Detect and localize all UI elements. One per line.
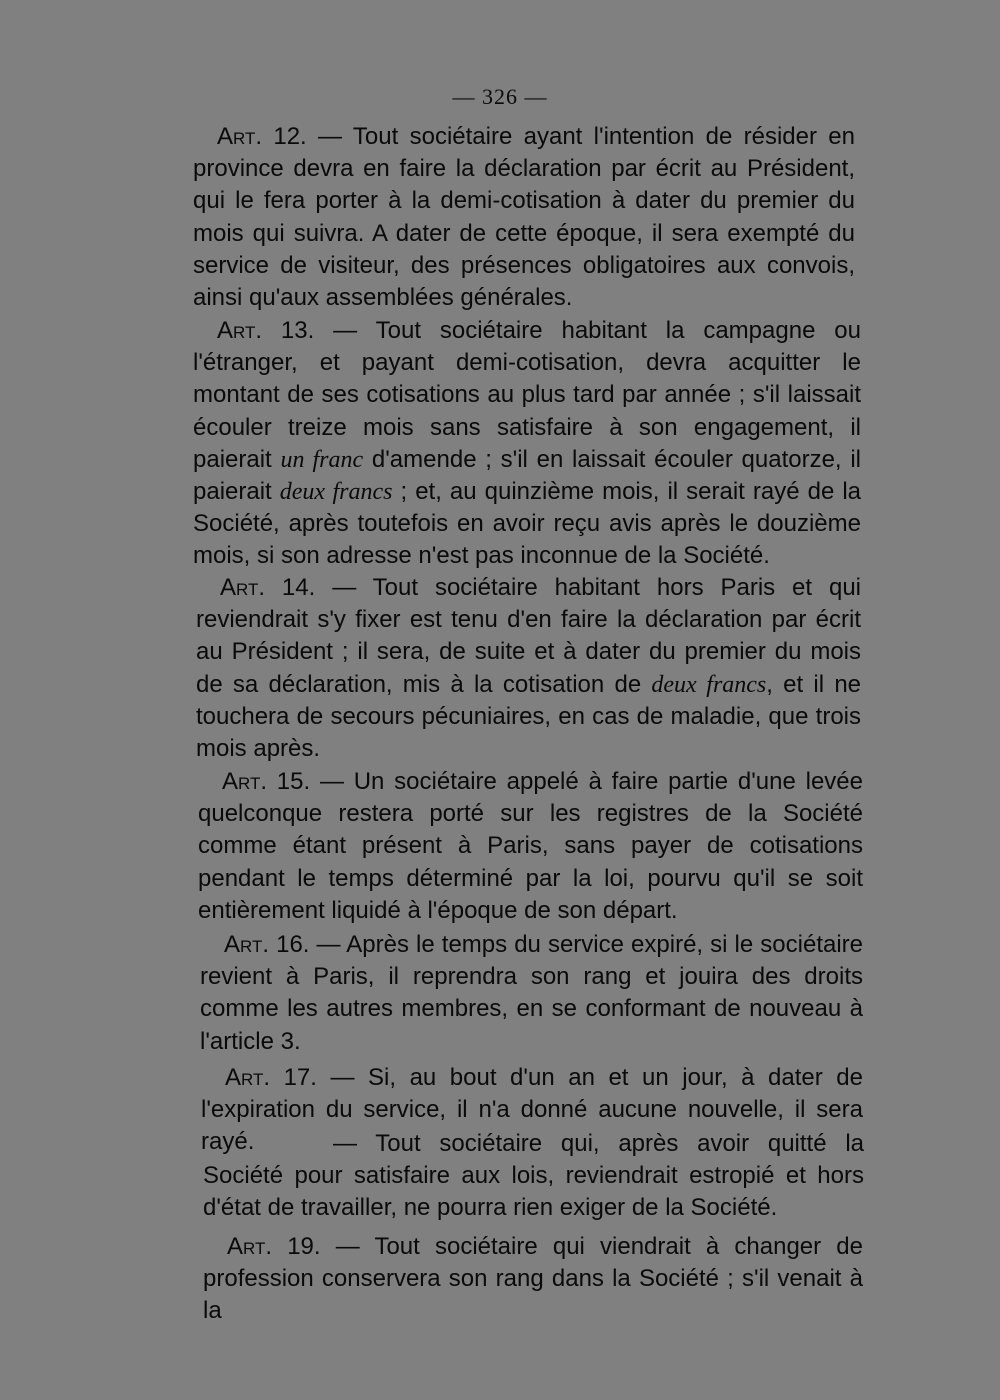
article-text: — Tout sociétaire ayant l'intention de résider en province devra en faire la déclaration par écrit au Président, qui le fera porter à la demi-cotisation à dater du premier du mois qui suivra. A dater de cette époque, il sera exempté du service de visiteur, des présences obligatoires aux convois, ainsi qu'aux assemblées générales. bbox=[193, 123, 856, 312]
article-text: d'amende ; s'il en laissait écouler quatorze, il paierait bbox=[193, 445, 861, 506]
article-text: ; et, au quinzième mois, il serait rayé de la Société, après toutefois en avoir reçu avis après le douzième mois, si son adresse n'est pas inconnue de la Société. bbox=[193, 478, 862, 570]
article-label: Art. 16. bbox=[224, 931, 310, 958]
article-18-unlabeled bbox=[203, 1128, 864, 1225]
article-19 bbox=[203, 1231, 863, 1328]
article-label: Art. 12. bbox=[217, 123, 307, 150]
article-italic-text: deux francs bbox=[279, 479, 393, 506]
article-label: Art. 14. bbox=[220, 574, 316, 601]
article-label: Art. 15. bbox=[222, 768, 311, 795]
article-12 bbox=[193, 121, 855, 314]
article-text: — Tout sociétaire qui viendrait à changer de profession conservera son rang dans la Société ; s'il venait à la bbox=[203, 1233, 863, 1325]
article-text: , et il ne touchera de secours pécuniaires, en cas de maladie, que trois mois après. bbox=[196, 670, 862, 763]
article-text: — Tout sociétaire habitant la campagne ou l'étranger, et payant demi-cotisation, devra acquitter le montant de ses cotisations au plus tard par année ; s'il laissait écouler treize mois sans satisfaire à son engagement, il paierait bbox=[193, 317, 861, 473]
article-label: Art. 19. bbox=[227, 1233, 321, 1260]
article-16 bbox=[200, 929, 863, 1058]
article-text: — Tout sociétaire qui, après avoir quitté la Société pour satisfaire aux lois, reviendrait estropié et hors d'état de travailler, ne pourra rien exiger de la Société. bbox=[203, 1130, 864, 1222]
article-text: — Un sociétaire appelé à faire partie d'une levée quelconque restera porté sur les registres de la Société comme étant présent à Paris, sans payer de cotisations pendant le temps déterminé par la loi, pourvu qu'il se soit entièrement liquidé à l'époque de son départ. bbox=[198, 768, 863, 924]
article-text: — Tout sociétaire habitant hors Paris et qui reviendrait s'y fixer est tenu d'en faire la déclaration par écrit au Président ; il sera, de suite et à dater du premier du mois de sa déclaration, mis à la cotisation de bbox=[196, 574, 862, 698]
page-number: — 326 — bbox=[452, 84, 548, 109]
article-label: Art. 13. bbox=[217, 317, 315, 344]
article-label: Art. 17. bbox=[225, 1064, 317, 1091]
article-text: — Après le temps du service expiré, si le sociétaire revient à Paris, il reprendra son rang et jouira des droits comme les autres membres, en se conformant de nouveau à l'article 3. bbox=[200, 931, 864, 1055]
article-13 bbox=[193, 315, 861, 573]
article-14 bbox=[196, 572, 861, 765]
article-text: — Si, au bout d'un an et un jour, à dater de l'expiration du service, il n'a donné aucune nouvelle, il sera rayé. bbox=[201, 1064, 863, 1156]
article-italic-text: deux francs bbox=[651, 671, 767, 698]
article-15 bbox=[198, 766, 863, 927]
article-italic-text: un franc bbox=[280, 446, 364, 473]
